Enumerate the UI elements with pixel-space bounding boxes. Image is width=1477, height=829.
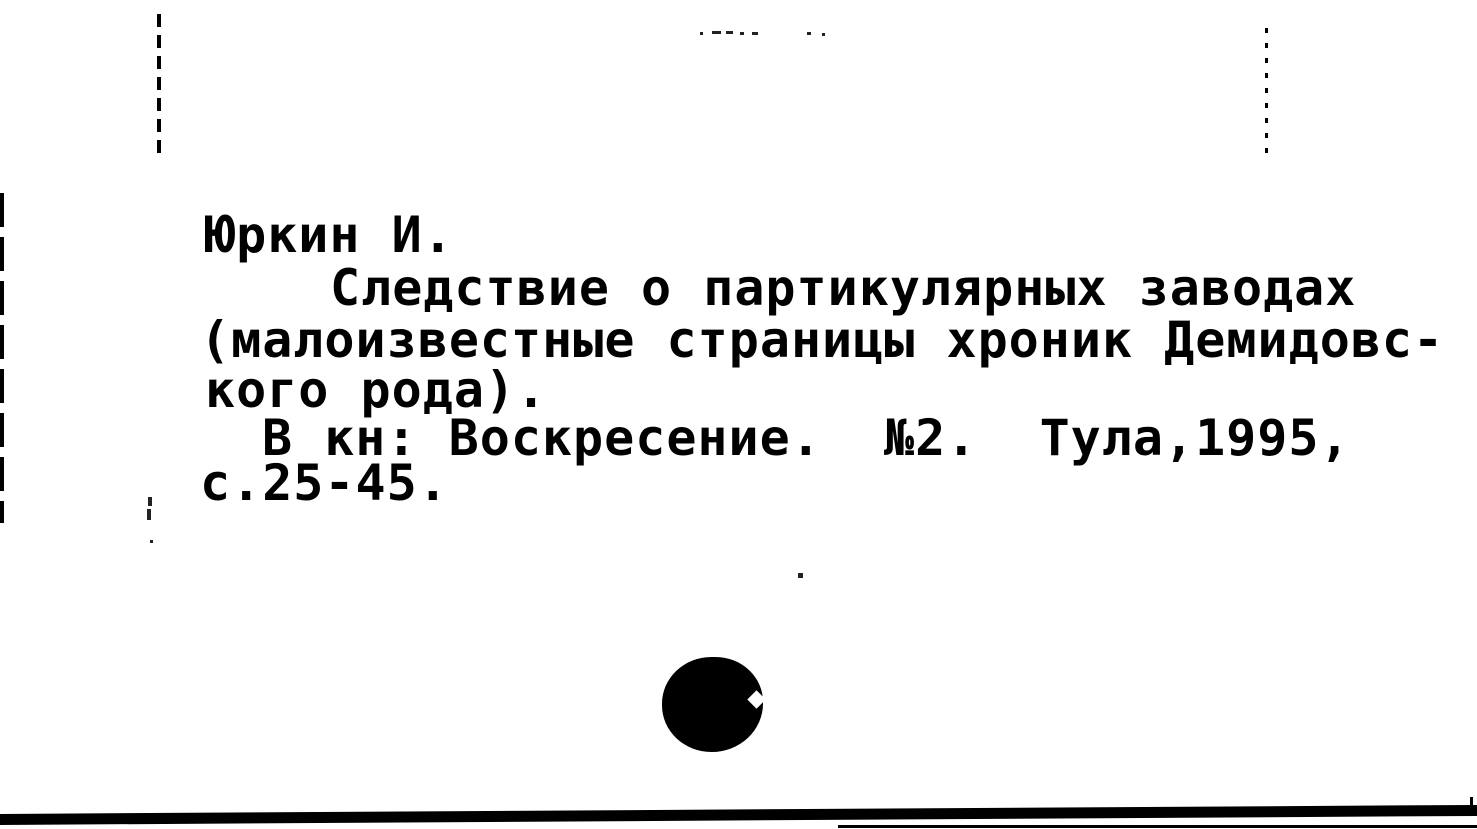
scan-speck	[148, 497, 152, 506]
scan-speck	[752, 32, 758, 35]
fold-mark-left-dashed-line	[157, 14, 161, 156]
title-line-1: Следствие о партикулярных заводах	[330, 259, 1357, 317]
scan-speck	[807, 32, 811, 35]
author-line: Юркин И.	[205, 206, 454, 264]
scan-speck	[147, 509, 151, 520]
hole-punch-dot	[662, 657, 763, 752]
source-line-1: В кн: Воскресение. №2. Тула,1995,	[262, 409, 1351, 467]
title-line-3: кого рода).	[205, 361, 548, 419]
bottom-card-edge-band	[0, 805, 1477, 825]
scan-speck	[726, 31, 733, 34]
left-edge-scan-line	[0, 193, 4, 523]
scan-speck	[822, 33, 825, 36]
bottom-thin-edge-line	[838, 825, 1477, 828]
scan-speck	[150, 540, 153, 543]
title-line-2: (малоизвестные страницы хроник Демидовс-	[200, 311, 1445, 369]
scan-speck	[798, 573, 803, 578]
scan-speck	[740, 32, 744, 35]
source-line-2: с.25-45.	[200, 454, 449, 512]
bottom-right-edge-tick	[1470, 797, 1473, 812]
scan-speck	[712, 31, 721, 34]
fold-mark-right-dashed-line	[1265, 28, 1268, 153]
scan-speck	[700, 32, 703, 35]
